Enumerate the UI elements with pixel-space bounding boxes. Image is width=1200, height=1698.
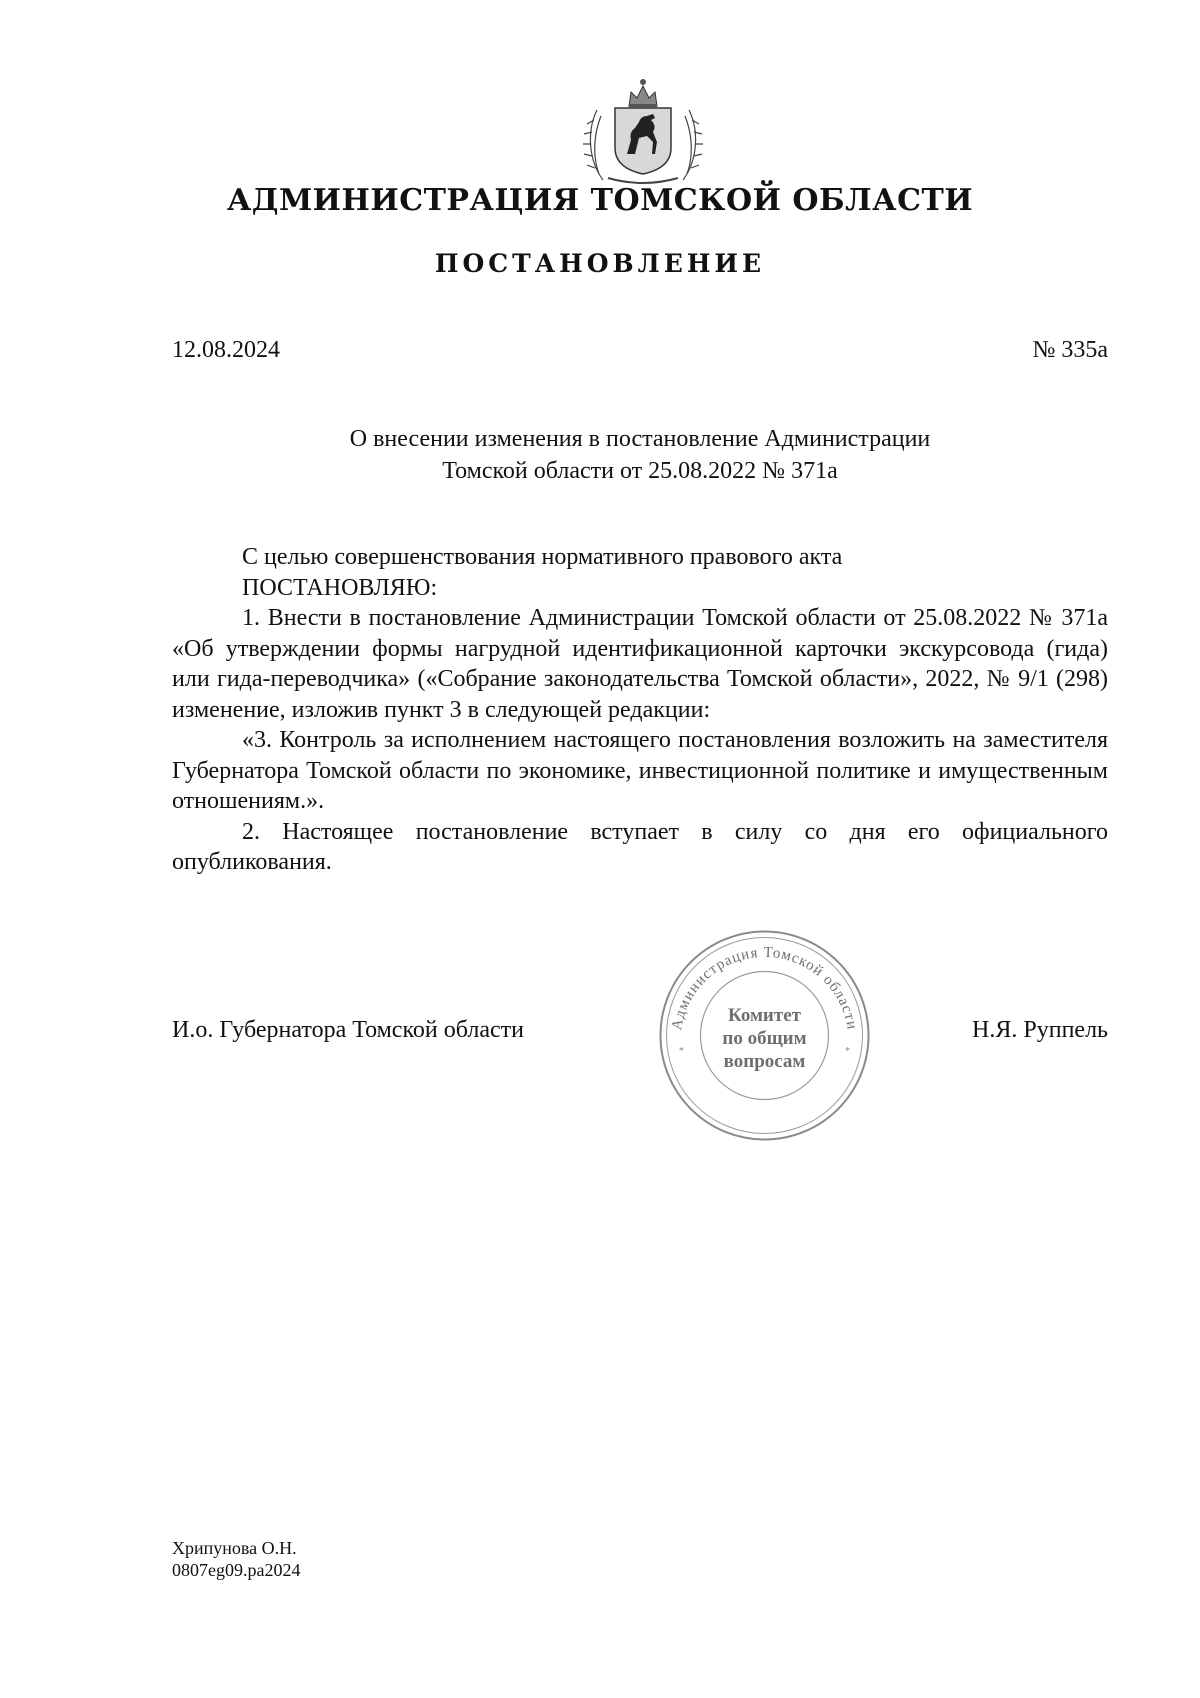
official-seal-stamp: [657, 928, 872, 1143]
tomsk-region-coat-of-arms-icon: [583, 70, 703, 190]
seal-center-line: Комитет: [728, 1005, 801, 1026]
body-paragraph-item-3-quote: «3. Контроль за исполнением настоящего постановления возложить на заместителя Губернатора Томской области по экономике, инвестиционной политике и имущественным отношениям.».: [172, 727, 1108, 814]
document-subject: [172, 423, 1108, 487]
subject-line: О внесении изменения в постановление Администрации: [349, 426, 931, 452]
executor-block: [172, 1537, 300, 1581]
document-body: [172, 542, 1108, 878]
executor-name: Хрипунова О.Н.: [172, 1538, 297, 1558]
body-paragraph-item-2: 2. Настоящее постановление вступает в силу со дня его официального опубликования.: [172, 818, 1108, 875]
document-type-title: ПОСТАНОВЛЕНИЕ: [434, 249, 766, 278]
document-number: № 335а: [1032, 337, 1108, 363]
svg-text:*: *: [679, 1046, 684, 1057]
seal-ring-text: Администрация Томской области: [669, 944, 860, 1032]
executor-file-code: 0807eg09.pa2024: [172, 1560, 301, 1580]
body-paragraph-item-1: 1. Внести в постановление Администрации Томской области от 25.08.2022 № 371а «Об утверждении формы нагрудной идентификационной карточки экскурсовода (гида) или гида-переводчика» («Собрание законодательства Томской области», 2022, № 9/1 (298) изменение, изложив пункт 3 в следующей редакции:: [172, 605, 1108, 723]
signer-name: Н.Я. Руппель: [972, 1017, 1108, 1043]
seal-center-line: вопросам: [723, 1051, 806, 1072]
signer-position: И.о. Губернатора Томской области: [172, 1017, 524, 1043]
body-paragraph-resolve: ПОСТАНОВЛЯЮ:: [242, 574, 438, 601]
seal-center-line: по общим: [722, 1028, 807, 1049]
svg-text:*: *: [845, 1046, 850, 1057]
organization-title: АДМИНИСТРАЦИЯ ТОМСКОЙ ОБЛАСТИ: [226, 183, 974, 218]
document-date: 12.08.2024: [172, 337, 280, 363]
subject-line: Томской области от 25.08.2022 № 371а: [442, 458, 838, 484]
body-paragraph-purpose: С целью совершенствования нормативного правового акта: [242, 544, 843, 570]
